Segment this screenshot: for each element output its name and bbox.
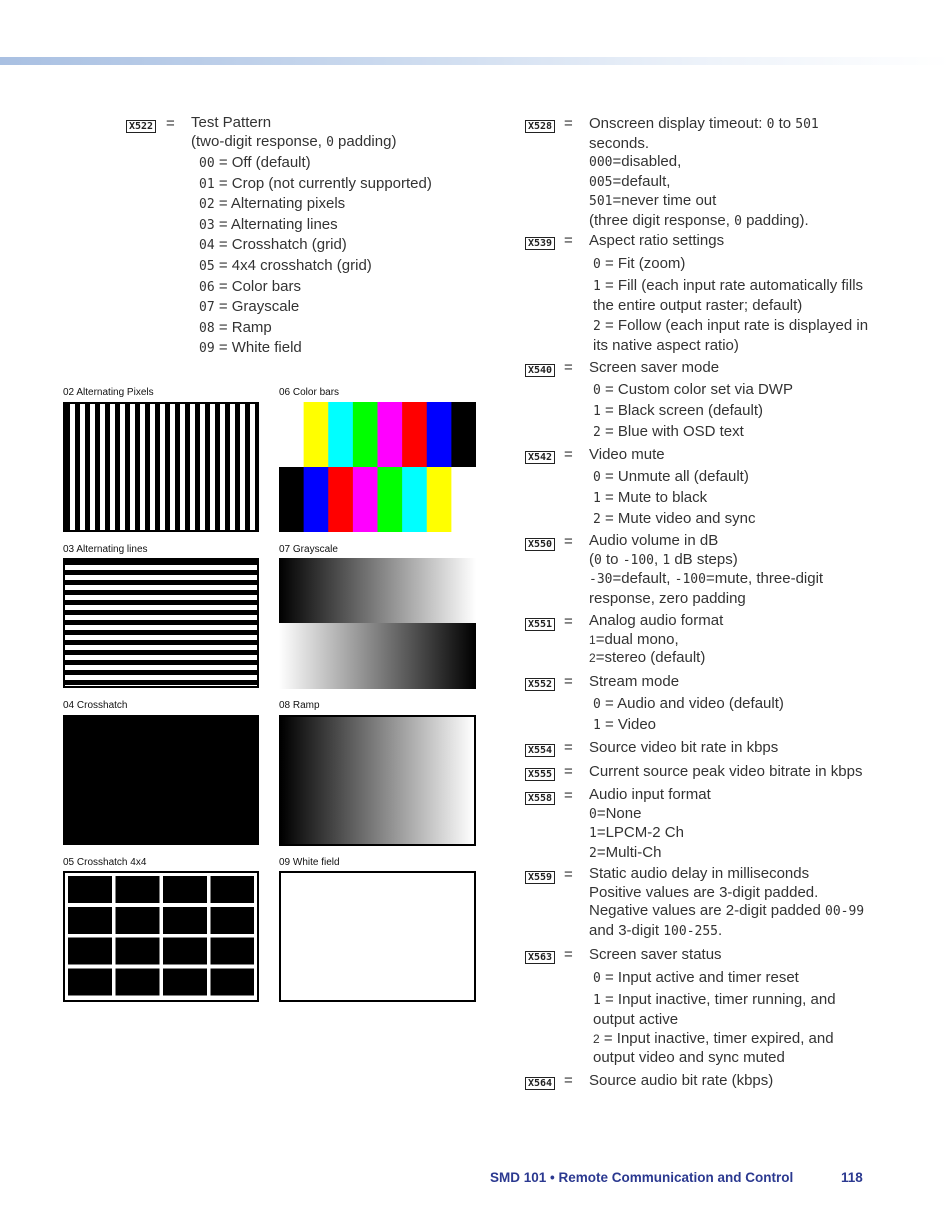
- x552-option-0: 0 = Audio and video (default): [593, 695, 784, 712]
- command-x550: X550: [525, 538, 555, 551]
- caption-alternating-lines: 03 Alternating lines: [63, 544, 148, 555]
- command-x554: X554: [525, 744, 555, 757]
- x555-title: Current source peak video bitrate in kbps: [589, 763, 863, 780]
- equals-sign: =: [564, 115, 573, 132]
- alternating-pixels-pattern: [63, 402, 259, 532]
- crosshatch-pattern: [63, 715, 259, 845]
- equals-sign: =: [564, 673, 573, 690]
- x542-title: Video mute: [589, 446, 665, 463]
- x522-option-04: 04 = Crosshatch (grid): [199, 236, 347, 253]
- equals-sign: =: [564, 446, 573, 463]
- x539-option-2: 2 = Follow (each input rate is displayed in its native aspect ratio): [593, 317, 869, 354]
- x522-option-06: 06 = Color bars: [199, 278, 301, 295]
- color-bar: [279, 467, 304, 532]
- equals-sign: =: [564, 739, 573, 756]
- command-x542: X542: [525, 451, 555, 464]
- color-bar: [451, 402, 476, 467]
- x522-subtitle: (two-digit response, 0 padding): [191, 133, 397, 150]
- color-bar: [279, 402, 304, 467]
- page-number: 118: [841, 1170, 863, 1185]
- color-bar: [402, 467, 427, 532]
- x552-option-1: 1 = Video: [593, 716, 657, 733]
- white-field-pattern: [279, 871, 476, 1002]
- x563-option-0: 0 = Input active and timer reset: [593, 969, 799, 986]
- caption-ramp: 08 Ramp: [279, 700, 320, 711]
- equals-sign: =: [564, 787, 573, 804]
- x540-title: Screen saver mode: [589, 359, 720, 376]
- command-x555: X555: [525, 768, 555, 781]
- x551-description: Analog audio format 1=dual mono, 2=stereo (default): [589, 612, 724, 667]
- x522-option-01: 01 = Crop (not currently supported): [199, 175, 432, 192]
- x522-option-08: 08 = Ramp: [199, 319, 272, 336]
- caption-white-field: 09 White field: [279, 857, 340, 868]
- x522-option-05: 05 = 4x4 crosshatch (grid): [199, 257, 372, 274]
- x563-title: Screen saver status: [589, 946, 722, 963]
- color-bar: [304, 467, 329, 532]
- x522-option-03: 03 = Alternating lines: [199, 216, 338, 233]
- x559-description: Static audio delay in milliseconds Positive values are 3-digit padded. Negative values are 2-digit padded 00-99 and 3-digit 100-255.: [589, 865, 865, 939]
- x522-option-09: 09 = White field: [199, 339, 302, 356]
- command-x551: X551: [525, 618, 555, 631]
- x542-option-2: 2 = Mute video and sync: [593, 510, 756, 527]
- color-bar: [427, 467, 452, 532]
- command-x559: X559: [525, 871, 555, 884]
- x539-option-0: 0 = Fit (zoom): [593, 255, 686, 272]
- alternating-lines-pattern: [63, 558, 259, 688]
- color-bar: [451, 467, 476, 532]
- equals-sign: =: [564, 613, 573, 630]
- color-bar: [304, 402, 329, 467]
- command-x552: X552: [525, 678, 555, 691]
- color-bar: [353, 402, 378, 467]
- color-bar: [353, 467, 378, 532]
- grayscale-pattern-bottom: [279, 623, 476, 689]
- caption-crosshatch: 04 Crosshatch: [63, 700, 128, 711]
- crosshatch-4x4-pattern: [63, 871, 259, 1002]
- x522-option-02: 02 = Alternating pixels: [199, 195, 346, 212]
- caption-crosshatch-4x4: 05 Crosshatch 4x4: [63, 857, 147, 868]
- color-bars-pattern: [279, 402, 476, 532]
- equals-sign: =: [564, 866, 573, 883]
- equals-sign: =: [166, 115, 175, 132]
- ramp-pattern: [279, 715, 476, 846]
- x550-description: Audio volume in dB (0 to -100, 1 dB steps) -30=default, -100=mute, three-digit response, zero padding: [589, 532, 824, 607]
- caption-color-bars: 06 Color bars: [279, 387, 340, 398]
- caption-alternating-pixels: 02 Alternating Pixels: [63, 387, 154, 398]
- command-x539: X539: [525, 237, 555, 250]
- x539-title: Aspect ratio settings: [589, 232, 725, 249]
- x528-description: Onscreen display timeout: 0 to 501 seconds. 000=disabled, 005=default, 501=never time out (three digit response, 0 padding).: [589, 115, 819, 229]
- equals-sign: =: [564, 359, 573, 376]
- x563-option-1: 1 = Input inactive, timer running, and output active: [593, 991, 836, 1028]
- equals-sign: =: [564, 763, 573, 780]
- x564-title: Source audio bit rate (kbps): [589, 1072, 774, 1089]
- x554-title: Source video bit rate in kbps: [589, 739, 779, 756]
- color-bar: [427, 402, 452, 467]
- color-bar: [402, 402, 427, 467]
- x540-option-1: 1 = Black screen (default): [593, 402, 763, 419]
- command-x528: X528: [525, 120, 555, 133]
- x542-option-1: 1 = Mute to black: [593, 489, 708, 506]
- footer-title: SMD 101 • Remote Communication and Control: [490, 1170, 794, 1185]
- color-bar: [328, 402, 353, 467]
- color-bar: [328, 467, 353, 532]
- equals-sign: =: [564, 1072, 573, 1089]
- x542-option-0: 0 = Unmute all (default): [593, 468, 749, 485]
- command-x540: X540: [525, 364, 555, 377]
- x563-option-2: 2 = Input inactive, timer expired, and output video and sync muted: [593, 1030, 834, 1066]
- x552-title: Stream mode: [589, 673, 680, 690]
- equals-sign: =: [564, 232, 573, 249]
- x540-option-2: 2 = Blue with OSD text: [593, 423, 744, 440]
- x522-option-00: 00 = Off (default): [199, 154, 311, 171]
- equals-sign: =: [564, 946, 573, 963]
- command-x564: X564: [525, 1077, 555, 1090]
- command-x558: X558: [525, 792, 555, 805]
- x540-option-0: 0 = Custom color set via DWP: [593, 381, 793, 398]
- x539-option-1: 1 = Fill (each input rate automatically fills the entire output raster; default): [593, 277, 864, 314]
- header-gradient-bar: [0, 57, 950, 65]
- caption-grayscale: 07 Grayscale: [279, 544, 338, 555]
- color-bar: [378, 402, 403, 467]
- x558-description: Audio input format 0=None 1=LPCM-2 Ch 2=Multi-Ch: [589, 786, 711, 861]
- grayscale-pattern-top: [279, 558, 476, 623]
- crosshatch-4x4-blocks: [68, 876, 254, 997]
- command-x522: X522: [126, 120, 156, 133]
- x522-title: Test Pattern: [191, 114, 272, 131]
- color-bar: [378, 467, 403, 532]
- x522-option-07: 07 = Grayscale: [199, 298, 300, 315]
- command-x563: X563: [525, 951, 555, 964]
- equals-sign: =: [564, 533, 573, 550]
- crosshatch-squares: [67, 720, 255, 840]
